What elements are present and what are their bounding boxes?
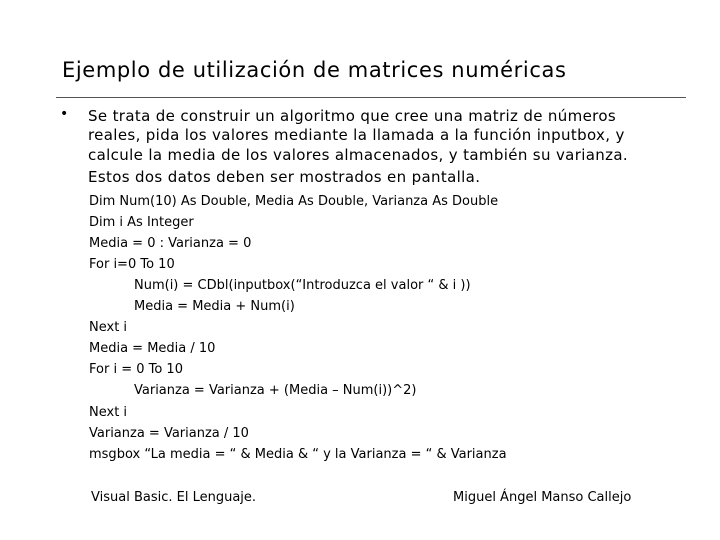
intro-line-1: Se trata de construir un algoritmo que cree una matriz de números <box>88 107 617 125</box>
code-line-6: Media = Media + Num(i) <box>134 299 295 314</box>
code-line-2: Dim i As Integer <box>89 215 194 230</box>
slide-title: Ejemplo de utilización de matrices numéricas <box>62 58 567 82</box>
bullet-marker: • <box>60 106 69 122</box>
title-divider <box>56 97 686 98</box>
intro-line-2: reales, pida los valores mediante la llamada a la función inputbox, y <box>88 126 625 144</box>
code-line-9: For i = 0 To 10 <box>89 362 183 377</box>
code-line-8: Media = Media / 10 <box>89 341 216 356</box>
code-line-1: Dim Num(10) As Double, Media As Double, Varianza As Double <box>89 194 499 209</box>
footer-course-title: Visual Basic. El Lenguaje. <box>91 490 257 505</box>
code-line-5: Num(i) = CDbl(inputbox(“Introduzca el valor “ & i )) <box>134 278 471 293</box>
code-line-4: For i=0 To 10 <box>89 257 175 272</box>
code-line-3: Media = 0 : Varianza = 0 <box>89 236 252 251</box>
intro-line-4: Estos dos datos deben ser mostrados en pantalla. <box>88 168 481 186</box>
code-line-13: msgbox “La media = “ & Media & “ y la Varianza = “ & Varianza <box>89 447 507 462</box>
footer-author: Miguel Ángel Manso Callejo <box>453 490 632 505</box>
code-line-12: Varianza = Varianza / 10 <box>89 426 249 441</box>
code-line-7: Next i <box>89 320 128 335</box>
code-line-10: Varianza = Varianza + (Media – Num(i))^2) <box>134 383 417 398</box>
code-line-11: Next i <box>89 405 128 420</box>
intro-line-3: calcule la media de los valores almacenados, y también su varianza. <box>88 146 629 164</box>
